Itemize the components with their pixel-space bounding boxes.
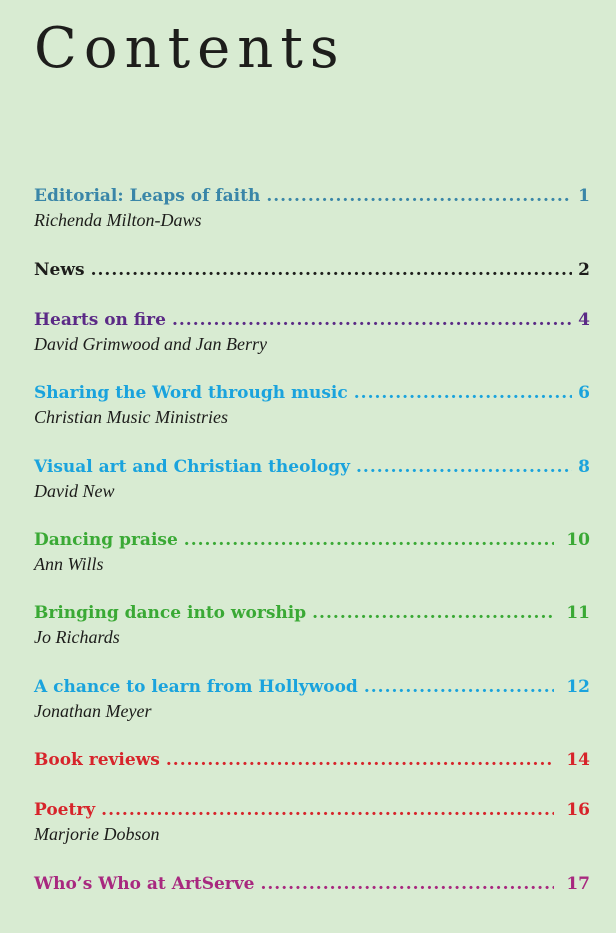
leader-dots — [354, 382, 572, 404]
leader-dots — [166, 749, 554, 771]
toc-page-number: 12 — [566, 677, 590, 697]
toc-page-number: 8 — [578, 457, 590, 477]
toc-entry-hollywood[interactable] — [34, 676, 590, 723]
toc-entry-title[interactable]: Bringing dance into worship — [34, 603, 307, 623]
toc-entry-title[interactable]: News — [34, 260, 85, 280]
leader-dots — [91, 259, 573, 281]
toc-entry-title[interactable]: Book reviews — [34, 750, 160, 770]
leader-dots — [266, 185, 572, 207]
leader-dots — [260, 873, 554, 895]
leader-dots — [312, 602, 554, 624]
toc-entry-row[interactable] — [34, 456, 590, 478]
toc-entry-author: Richenda Milton-Daws — [34, 210, 202, 230]
toc-entry-sharing-the-word[interactable] — [34, 382, 590, 429]
leader-dots — [184, 529, 554, 551]
toc-entry-title[interactable]: Editorial: Leaps of faith — [34, 186, 261, 206]
toc-entry-title[interactable]: Sharing the Word through music — [34, 383, 348, 403]
toc-entry-author: Jonathan Meyer — [34, 701, 152, 721]
toc-entry-title[interactable]: Who’s Who at ArtServe — [34, 874, 255, 894]
toc-page-number: 10 — [566, 530, 590, 550]
leader-dots — [356, 456, 572, 478]
toc-page-number: 14 — [566, 750, 590, 770]
toc-page-number: 1 — [578, 186, 590, 206]
toc-entry-row[interactable] — [34, 259, 590, 281]
toc-entry-hearts-on-fire[interactable] — [34, 309, 590, 356]
toc-page-number: 16 — [566, 800, 590, 820]
toc-entry-editorial[interactable] — [34, 185, 590, 232]
toc-entry-row[interactable] — [34, 382, 590, 404]
toc-entry-row[interactable] — [34, 676, 590, 698]
toc-entry-author: Ann Wills — [34, 554, 104, 574]
toc-entry-bringing-dance[interactable] — [34, 602, 590, 649]
toc-entry-row[interactable] — [34, 749, 590, 771]
toc-page-number: 17 — [566, 874, 590, 894]
toc-entry-row[interactable] — [34, 602, 590, 624]
toc-entry-whos-who[interactable] — [34, 873, 590, 895]
toc-entry-row[interactable] — [34, 309, 590, 331]
toc-entry-title[interactable]: Dancing praise — [34, 530, 178, 550]
toc-entry-author: Jo Richards — [34, 627, 120, 647]
page-title: Contents — [34, 16, 346, 81]
toc-entry-row[interactable] — [34, 529, 590, 551]
leader-dots — [364, 676, 554, 698]
toc-entry-visual-art[interactable] — [34, 456, 590, 503]
toc-entry-news[interactable] — [34, 259, 590, 281]
toc-entry-row[interactable] — [34, 185, 590, 207]
toc-entry-dancing-praise[interactable] — [34, 529, 590, 576]
toc-entry-title[interactable]: Hearts on fire — [34, 310, 166, 330]
toc-page-number: 11 — [566, 603, 590, 623]
toc-entry-author: David Grimwood and Jan Berry — [34, 334, 267, 354]
toc-entry-title[interactable]: A chance to learn from Hollywood — [34, 677, 358, 697]
leader-dots — [101, 799, 554, 821]
toc-page-number: 4 — [578, 310, 590, 330]
toc-entry-title[interactable]: Visual art and Christian theology — [34, 457, 351, 477]
toc-page-number: 2 — [578, 260, 590, 280]
toc-entry-row[interactable] — [34, 873, 590, 895]
toc-entry-author: Marjorie Dobson — [34, 824, 160, 844]
toc-entry-poetry[interactable] — [34, 799, 590, 846]
toc-entry-title[interactable]: Poetry — [34, 800, 96, 820]
toc-entry-author: David New — [34, 481, 115, 501]
toc-page-number: 6 — [578, 383, 590, 403]
leader-dots — [172, 309, 572, 331]
toc-entry-author: Christian Music Ministries — [34, 407, 229, 427]
toc-entry-book-reviews[interactable] — [34, 749, 590, 771]
toc-entry-row[interactable] — [34, 799, 590, 821]
